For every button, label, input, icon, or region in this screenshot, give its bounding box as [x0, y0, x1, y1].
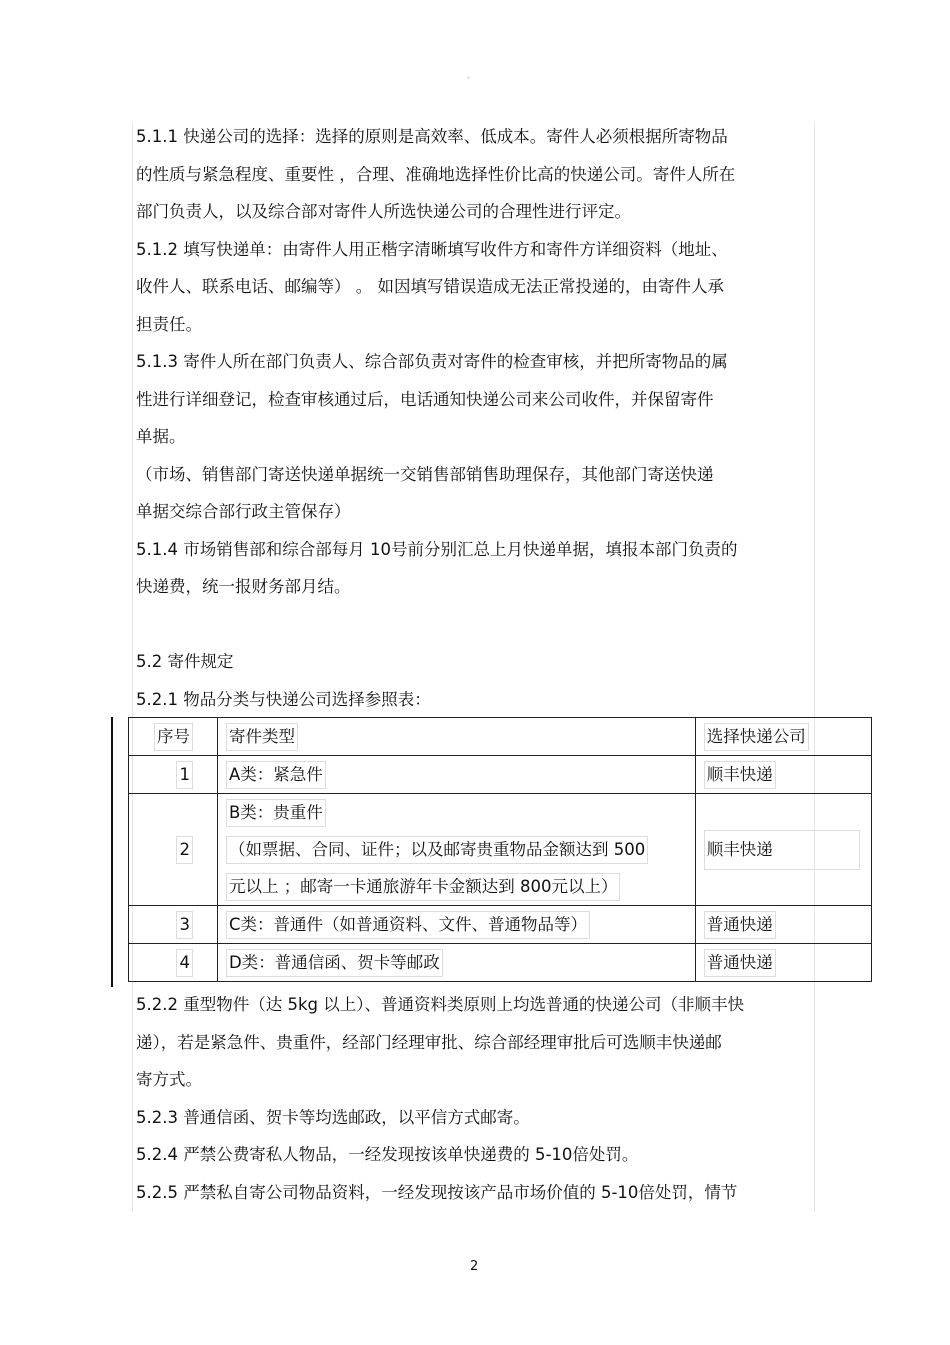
paragraph-line: 5.2.5 严禁私自寄公司物品资料，一经发现按该产品市场价值的 5-10倍处罚，情节 — [136, 1182, 738, 1202]
row-type: B类：贵重件 — [226, 799, 326, 827]
header-index-cell — [129, 718, 218, 756]
paragraph-line: （市场、销售部门寄送快递单据统一交销售部销售助理保存，其他部门寄送快递 — [136, 464, 714, 484]
paragraph-line: 部门负责人，以及综合部对寄件人所选快递公司的合理性进行评定。 — [136, 202, 631, 221]
header-index: 序号 — [154, 723, 193, 751]
row-type-cell — [217, 906, 695, 944]
row-index: 4 — [176, 949, 193, 977]
paragraph-line: 递），若是紧急件、贵重件，经部门经理审批、综合部经理审批后可选顺丰快递邮 — [136, 1032, 722, 1052]
row-company-cell — [695, 794, 871, 906]
paragraph-line: 5.1.4 市场销售部和综合部每月 10号前分别汇总上月快递单据，填报本部门负责的 — [136, 539, 738, 559]
row-index: 3 — [176, 911, 193, 939]
courier-selection-table — [128, 717, 872, 982]
paragraph-line: 5.1.3 寄件人所在部门负责人、综合部负责对寄件的检查审核，并把所寄物品的属 — [136, 352, 728, 371]
paragraph-line: 5.1.1 快递公司的选择：选择的原则是高效率、低成本。寄件人必须根据所寄物品 — [136, 127, 728, 146]
paragraph-line: 5.2.4 严禁公费寄私人物品，一经发现按该单快递费的 5-10倍处罚。 — [136, 1145, 639, 1164]
row-type: D类：普通信函、贺卡等邮政 — [226, 949, 443, 977]
paragraph-line: 单据交综合部行政主管保存） — [136, 502, 351, 521]
paragraph-line: 5.2.2 重型物件（达 5kg 以上）、普通资料类原则上均选普通的快递公司（非顺丰快 — [136, 995, 744, 1014]
row-index: 1 — [176, 761, 193, 789]
paragraph-line: 寄方式。 — [136, 1070, 202, 1089]
paragraph-line: 5.2.1 物品分类与快递公司选择参照表： — [136, 689, 431, 709]
header-type: 寄件类型 — [226, 723, 298, 751]
header-mark: 。 — [467, 71, 475, 80]
paragraph-line: 快递费，统一报财务部月结。 — [136, 577, 351, 596]
row-type-detail: （如票据、合同、证件；以及邮寄贵重物品金额达到 500 — [226, 836, 648, 864]
table-row — [129, 906, 872, 944]
row-type-cell — [217, 794, 695, 906]
paragraph-line: 5.1.2 填写快递单：由寄件人用正楷字清晰填写收件方和寄件方详细资料（地址、 — [136, 239, 728, 259]
row-index: 2 — [176, 836, 193, 864]
table-row — [129, 756, 872, 794]
table-row — [129, 794, 872, 906]
row-company: 普通快递 — [704, 911, 776, 939]
row-company-cell — [695, 944, 871, 982]
page-frame-left — [132, 122, 133, 1212]
paragraph-line: 5.2.3 普通信函、贺卡等均选邮政，以平信方式邮寄。 — [136, 1107, 530, 1127]
row-company: 顺丰快递 — [704, 830, 860, 870]
paragraph-line: 的性质与紧急程度、重要性 ，合理、准确地选择性价比高的快递公司。寄件人所在 — [136, 164, 736, 184]
document-body-top — [136, 118, 816, 718]
row-index-cell — [129, 756, 218, 794]
header-company: 选择快递公司 — [704, 723, 809, 751]
row-company-cell — [695, 906, 871, 944]
row-company-cell — [695, 756, 871, 794]
paragraph-line: 收件人、联系电话、邮编等） 。 如因填写错误造成无法正常投递的，由寄件人承 — [136, 277, 724, 296]
row-index-cell — [129, 794, 218, 906]
document-body-bottom — [136, 986, 816, 1211]
section-heading: 5.2 寄件规定 — [136, 652, 234, 671]
paragraph-blank-line — [136, 606, 816, 644]
row-type: C类：普通件（如普通资料、文件、普通物品等） — [226, 911, 590, 939]
page-number: 2 — [470, 1259, 479, 1274]
header-company-cell — [695, 718, 871, 756]
table-row — [129, 944, 872, 982]
row-type-cell — [217, 944, 695, 982]
table-header-row — [129, 718, 872, 756]
header-type-cell — [217, 718, 695, 756]
row-index-cell — [129, 906, 218, 944]
row-company: 普通快递 — [704, 949, 776, 977]
row-type-detail: 元以上 ；邮寄一卡通旅游年卡金额达到 800元以上） — [226, 873, 620, 901]
row-index-cell — [129, 944, 218, 982]
row-company: 顺丰快递 — [704, 761, 776, 789]
paragraph-line: 性进行详细登记，检查审核通过后，电话通知快递公司来公司收件，并保留寄件 — [136, 389, 714, 409]
table-left-bar — [111, 717, 113, 987]
row-type-cell — [217, 756, 695, 794]
paragraph-line: 担责任。 — [136, 314, 202, 334]
row-type: A类：紧急件 — [226, 761, 326, 789]
paragraph-line: 单据。 — [136, 427, 186, 446]
